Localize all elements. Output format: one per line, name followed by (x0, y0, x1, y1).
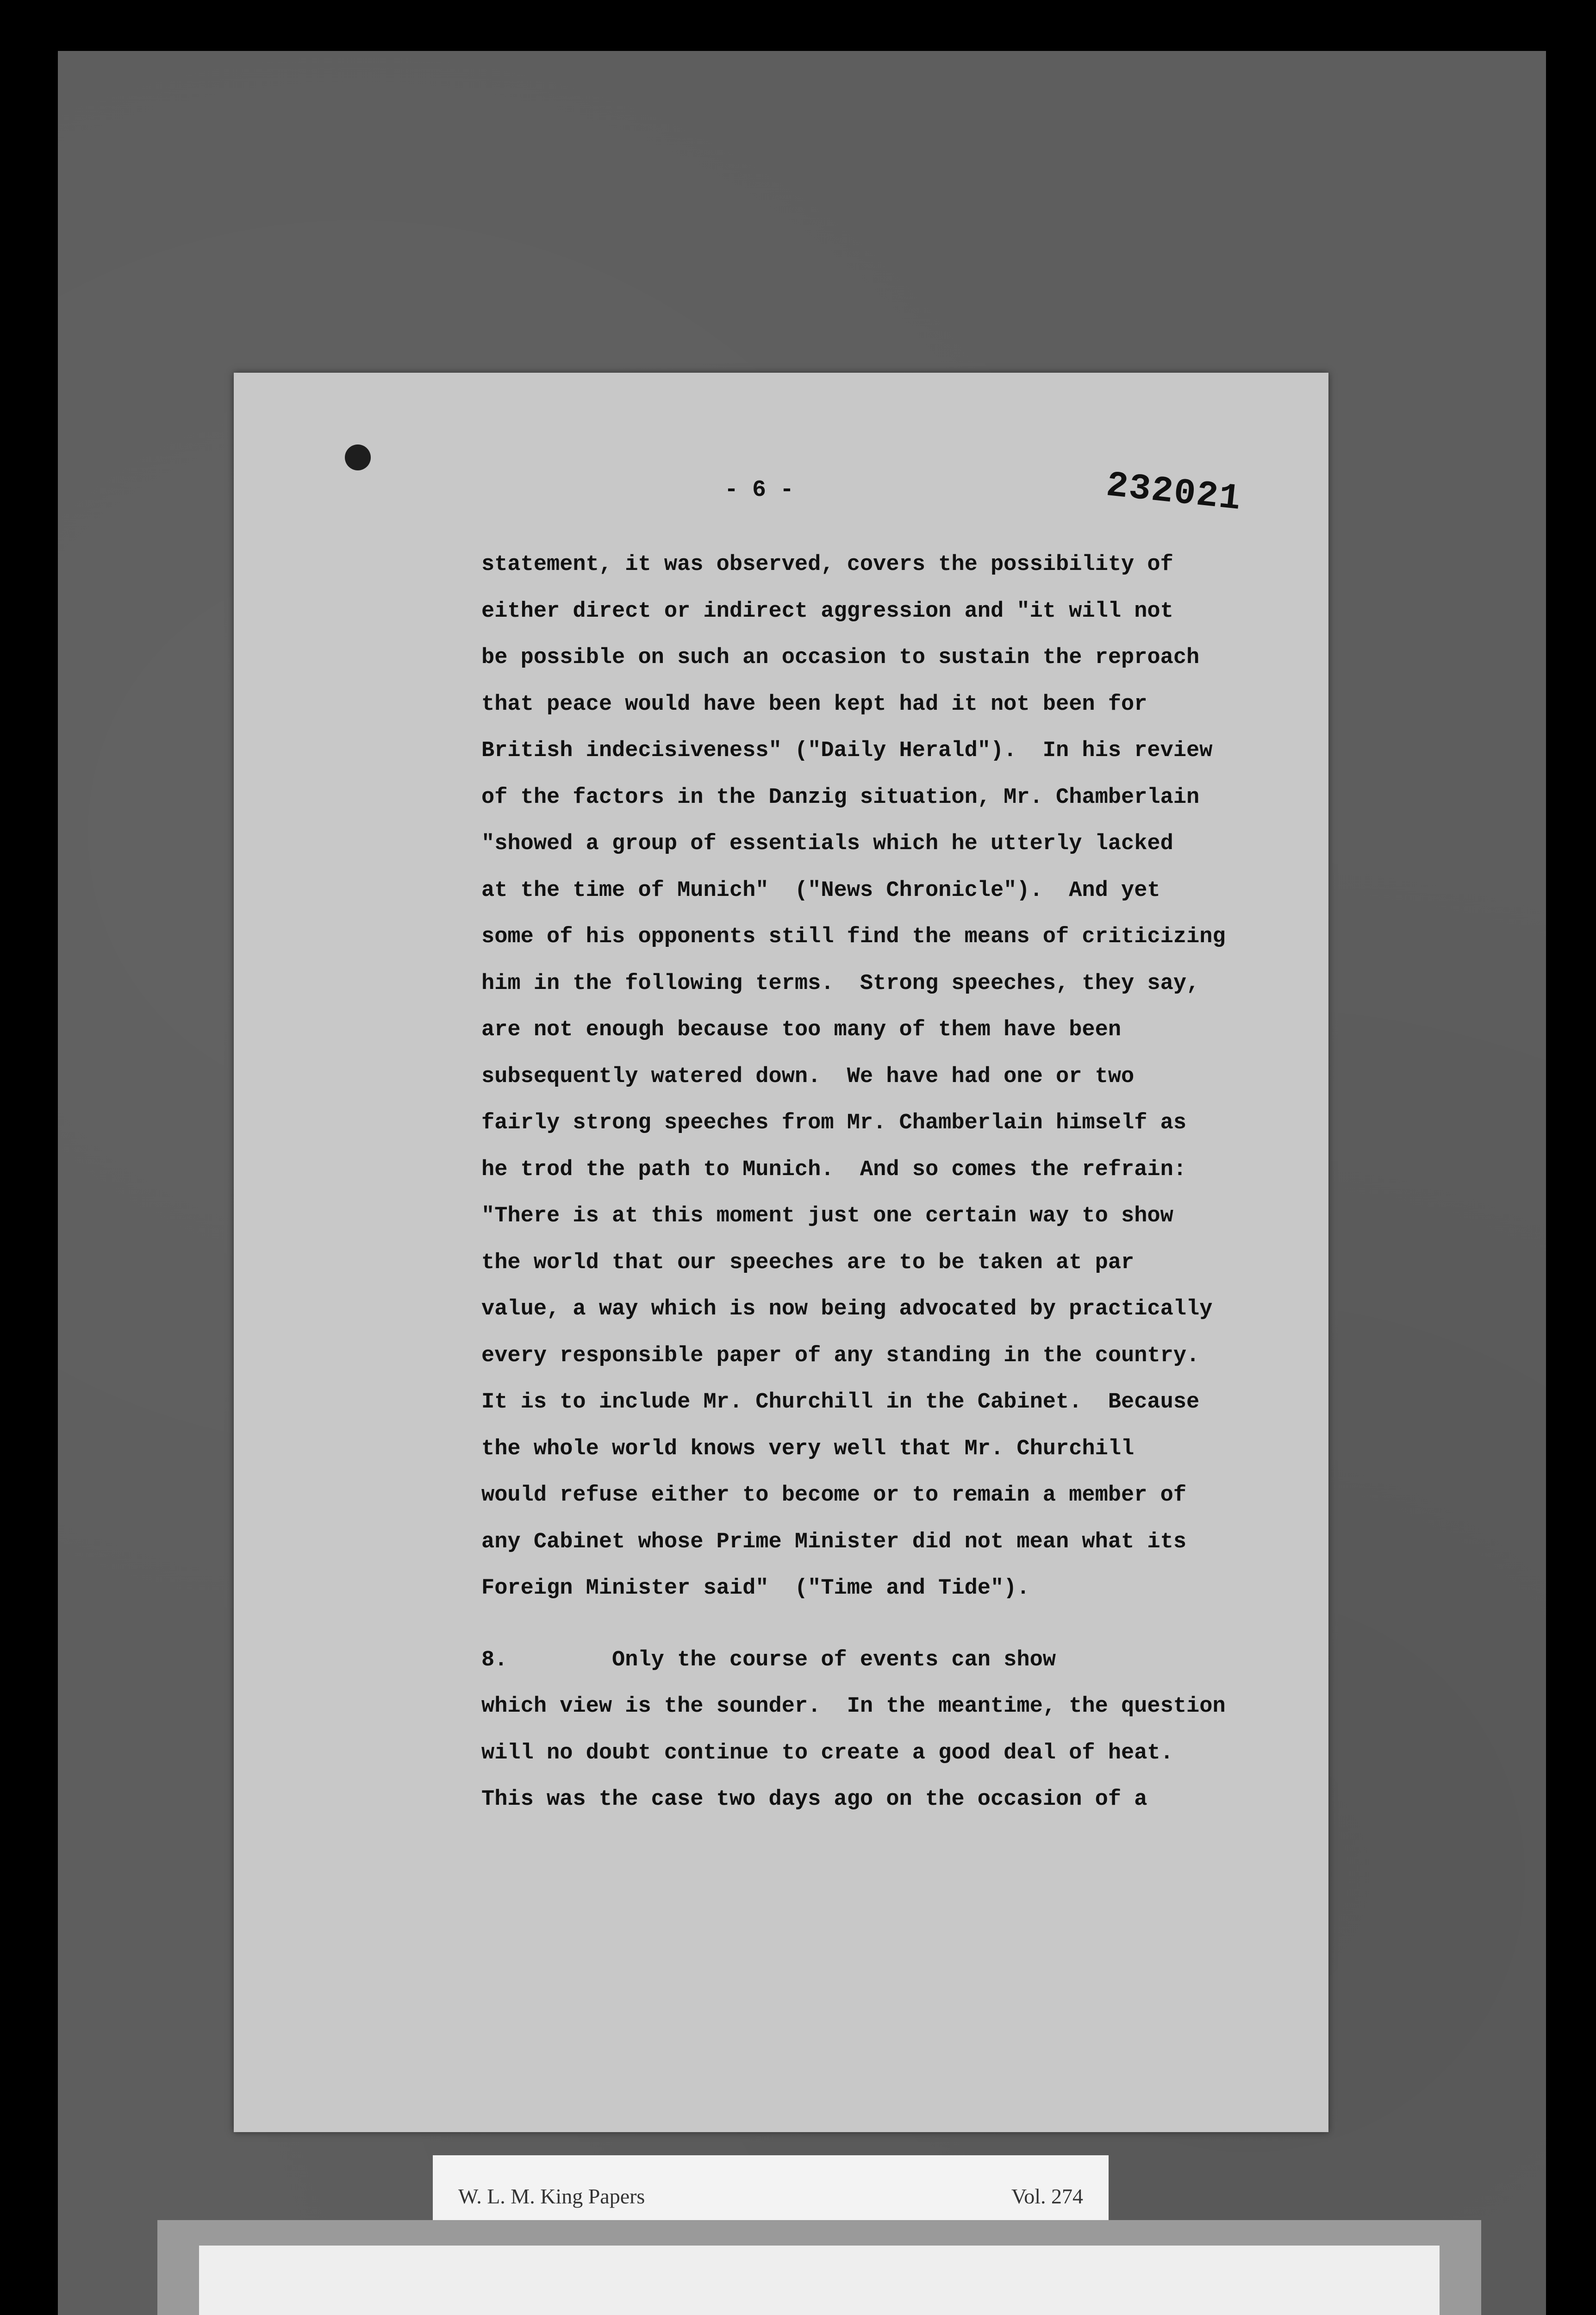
text-line: the world that our speeches are to be taken at par (481, 1250, 1135, 1275)
text-line: This was the case two days ago on the occasion of a (481, 1787, 1147, 1812)
text-line: fairly strong speeches from Mr. Chamberlain himself as (481, 1111, 1187, 1135)
text-line: of the factors in the Danzig situation, Mr. Chamberlain (481, 785, 1200, 810)
text-line: "There is at this moment just one certain way to show (481, 1204, 1173, 1228)
text-line: value, a way which is now being advocated by practically (481, 1297, 1213, 1321)
text-line: subsequently watered down. We have had one or two (481, 1064, 1135, 1089)
text-line: any Cabinet whose Prime Minister did not mean what its (481, 1529, 1187, 1554)
text-line: he trod the path to Munich. And so comes the refrain: (481, 1157, 1187, 1182)
text-line: would refuse either to become or to remain a member of (481, 1483, 1187, 1508)
text-line: be possible on such an occasion to sustain the reproach (481, 645, 1200, 670)
text-line: It is to include Mr. Churchill in the Cabinet. Because (481, 1390, 1200, 1414)
paragraph-gap (481, 1612, 1296, 1637)
text-line: will no doubt continue to create a good deal of heat. (481, 1740, 1173, 1765)
body-text (481, 542, 1296, 1823)
text-line: British indecisiveness" ("Daily Herald"). In his review (481, 738, 1213, 763)
text-line: which view is the sounder. In the meantime, the question (481, 1694, 1226, 1719)
text-line: some of his opponents still find the means of criticizing (481, 925, 1226, 949)
text-line: Foreign Minister said" ("Time and Tide"). (481, 1576, 1030, 1601)
text-line: the whole world knows very well that Mr. Churchill (481, 1436, 1135, 1461)
text-line: are not enough because too many of them have been (481, 1018, 1122, 1042)
text-line: at the time of Munich" ("News Chronicle"). And yet (481, 878, 1160, 903)
text-line: statement, it was observed, covers the possibility of (481, 552, 1173, 577)
text-line: "showed a group of essentials which he utterly lacked (481, 832, 1173, 856)
text-line: every responsible paper of any standing in the country. (481, 1343, 1200, 1368)
volume-number: Vol. 274 (1011, 2184, 1083, 2208)
page-number: - 6 - (724, 477, 794, 503)
folio-number: 232021 (1104, 465, 1244, 520)
archive-card (199, 2246, 1440, 2315)
text-line: either direct or indirect aggression and "it will not (481, 599, 1173, 624)
text-line: that peace would have been kept had it not been for (481, 692, 1147, 717)
typed-page (234, 373, 1328, 2132)
text-line: 8. Only the course of events can show (481, 1647, 1056, 1672)
punch-hole (345, 444, 371, 470)
collection-name: W. L. M. King Papers (458, 2184, 645, 2208)
text-line: him in the following terms. Strong speeches, they say, (481, 971, 1200, 996)
archive-card-frame (157, 2220, 1481, 2315)
